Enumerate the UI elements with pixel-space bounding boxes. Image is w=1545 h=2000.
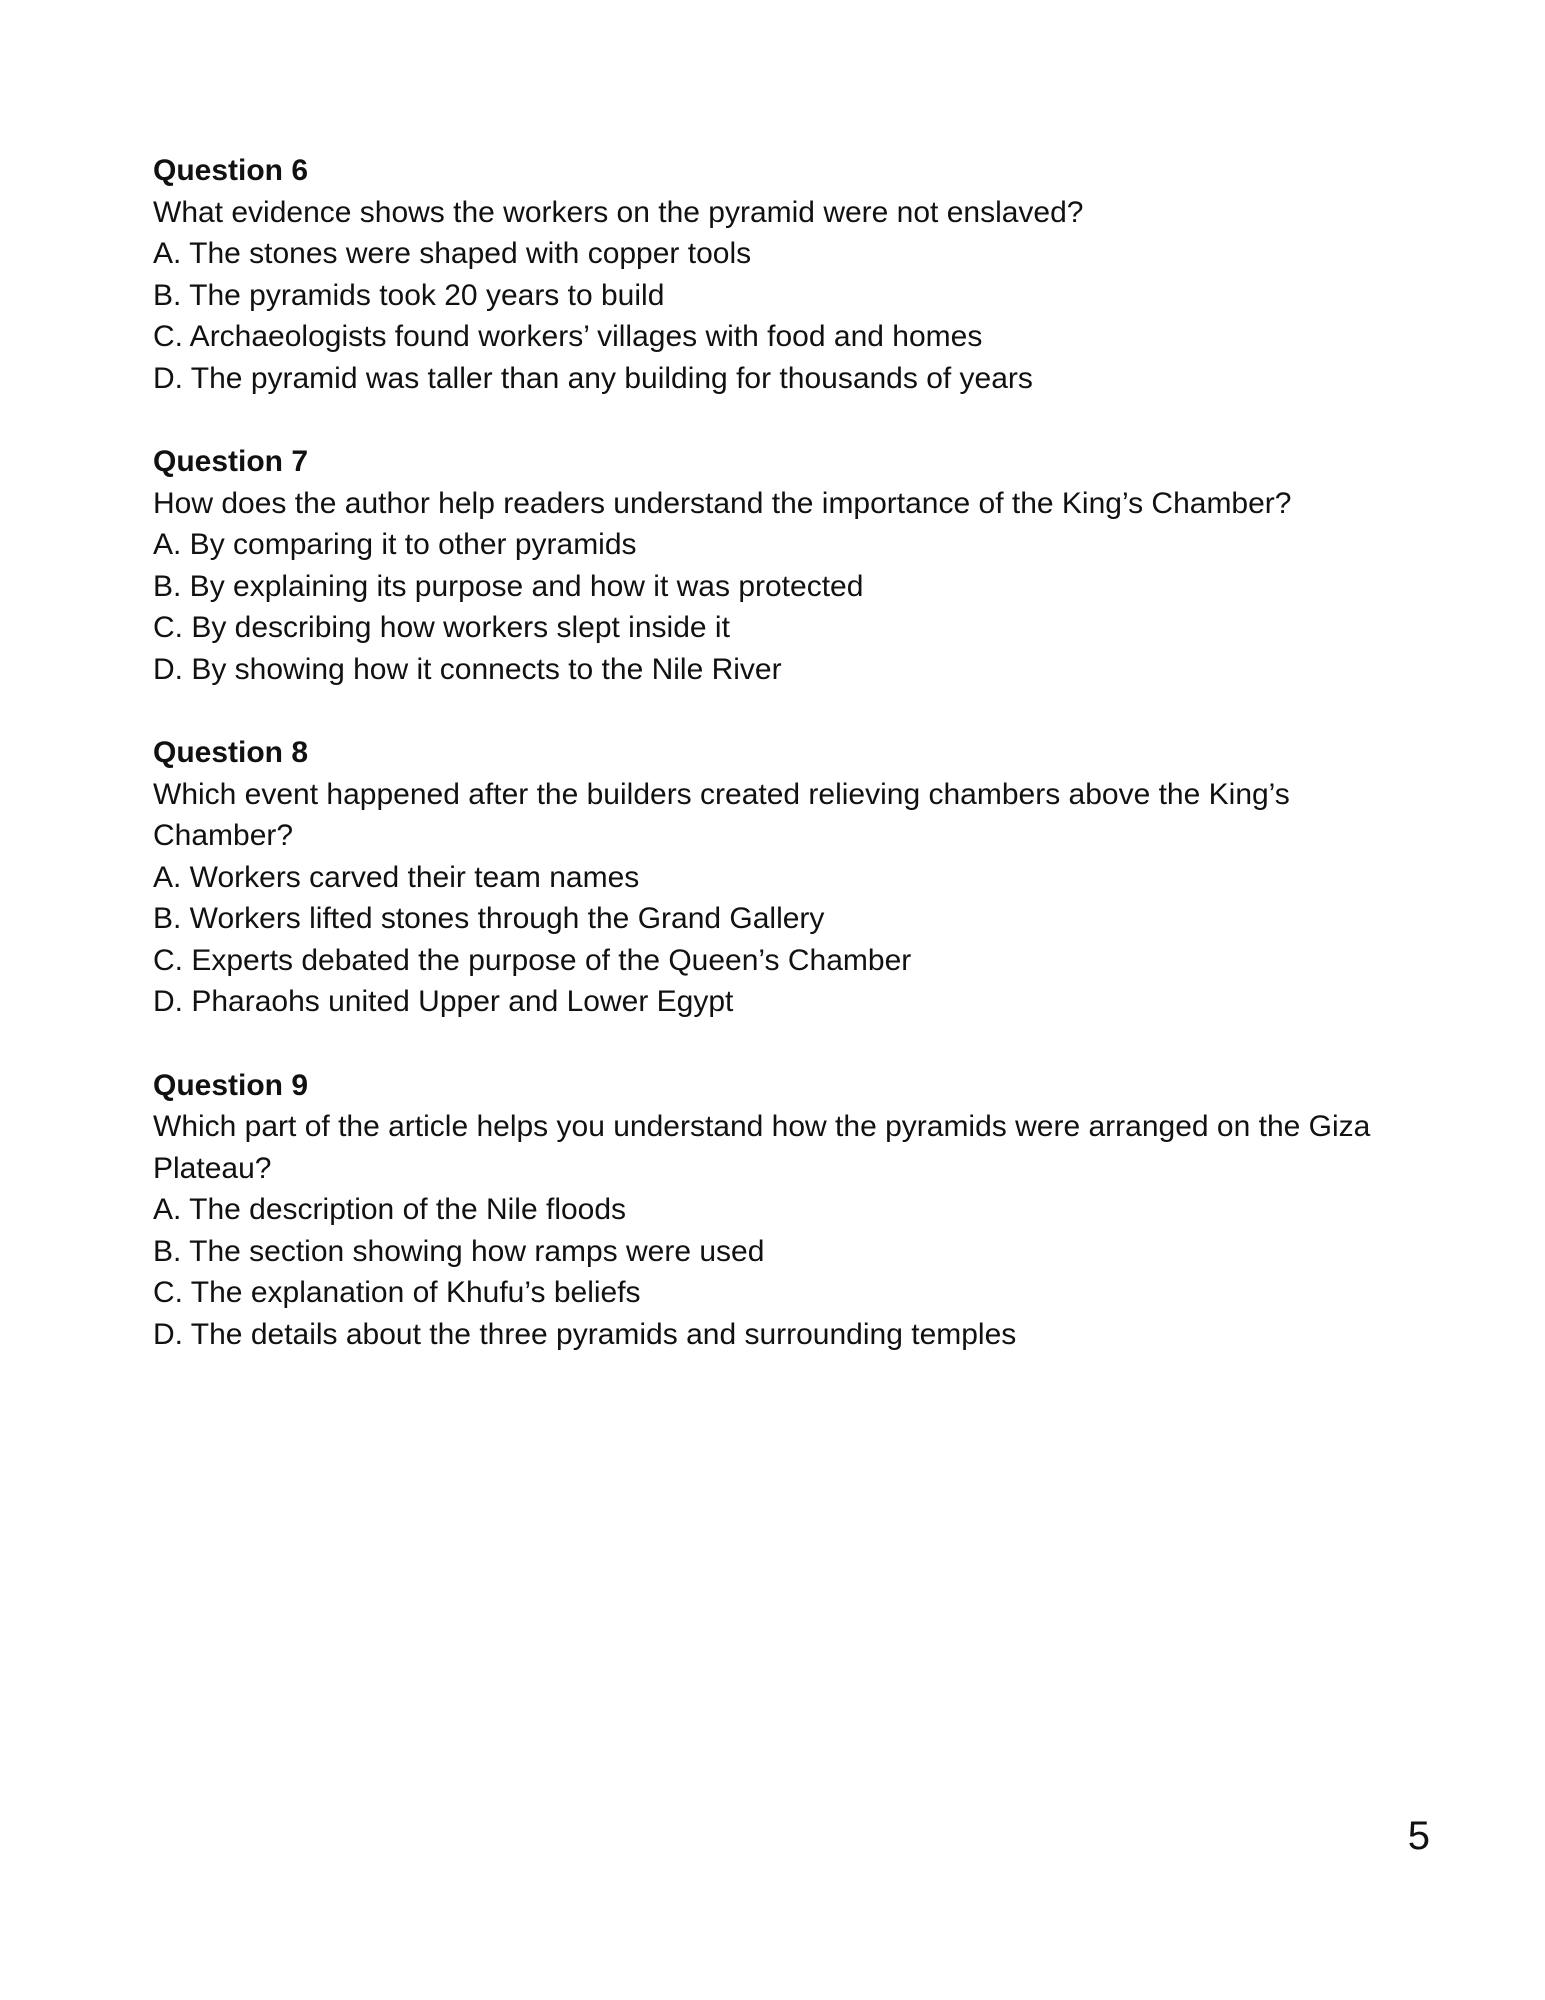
answer-options <box>153 1189 1403 1355</box>
answer-options <box>153 524 1403 690</box>
question-title: Question 9 <box>153 1068 309 1102</box>
answer-option-a: A. Workers carved their team names <box>153 860 640 894</box>
answer-option-c: C. The explanation of Khufu’s beliefs <box>153 1276 641 1309</box>
answer-option-c: C. Experts debated the purpose of the Queen’s Chamber <box>153 943 912 977</box>
answer-option-a: A. By comparing it to other pyramids <box>153 528 637 561</box>
answer-option-b: B. The pyramids took 20 years to build <box>153 278 665 312</box>
question-title: Question 6 <box>153 154 309 187</box>
answer-option-c: C. Archaeologists found workers’ villages with food and homes <box>153 320 983 353</box>
question-8 <box>153 732 1403 1023</box>
page-number: 5 <box>1407 1814 1430 1858</box>
answer-option-b: B. By explaining its purpose and how it was protected <box>153 569 864 603</box>
question-9 <box>153 1065 1403 1356</box>
answer-options <box>153 857 1403 1023</box>
question-6 <box>153 150 1403 399</box>
answer-options <box>153 233 1403 399</box>
question-title: Question 8 <box>153 736 309 769</box>
question-prompt: Which event happened after the builders created relieving chambers above the King’s Chamber? <box>153 777 1290 852</box>
answer-option-a: A. The description of the Nile floods <box>153 1193 627 1226</box>
answer-option-d: D. Pharaohs united Upper and Lower Egypt <box>153 985 734 1018</box>
question-prompt: What evidence shows the workers on the pyramid were not enslaved? <box>153 195 1084 229</box>
answer-option-c: C. By describing how workers slept inside it <box>153 611 730 644</box>
answer-option-a: A. The stones were shaped with copper tools <box>153 237 752 270</box>
question-title: Question 7 <box>153 445 309 478</box>
answer-option-d: D. The details about the three pyramids and surrounding temples <box>153 1317 1017 1351</box>
answer-option-d: D. The pyramid was taller than any building for thousands of years <box>153 361 1033 395</box>
questions-list <box>153 150 1403 1397</box>
question-prompt: Which part of the article helps you understand how the pyramids were arranged on the Giza Plateau? <box>153 1110 1371 1185</box>
answer-option-b: B. The section showing how ramps were used <box>153 1234 765 1268</box>
question-prompt: How does the author help readers understand the importance of the King’s Chamber? <box>153 486 1292 520</box>
question-7 <box>153 441 1403 690</box>
answer-option-b: B. Workers lifted stones through the Grand Gallery <box>153 902 825 935</box>
answer-option-d: D. By showing how it connects to the Nile River <box>153 652 782 686</box>
